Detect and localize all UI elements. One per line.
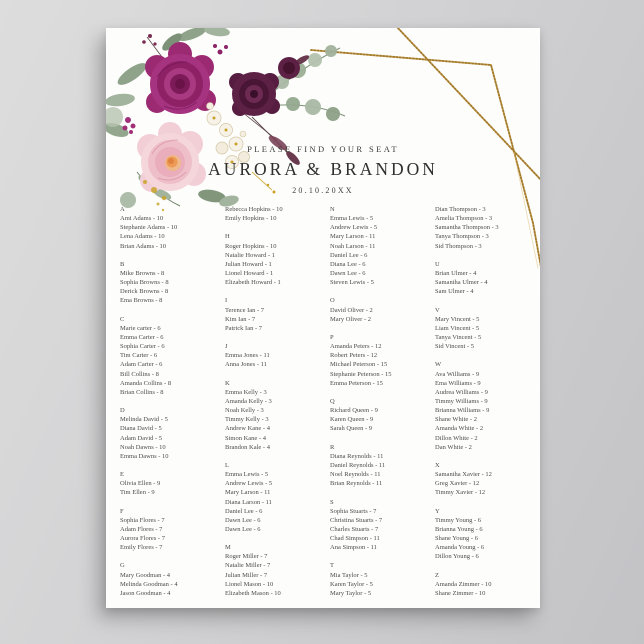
guest-entry: Emma Kelly - 3 xyxy=(225,388,267,396)
guest-entry: Tim Ellen - 9 xyxy=(120,489,155,497)
section-gap xyxy=(330,388,435,397)
letter-header: Z xyxy=(435,571,439,579)
guest-entry: Ami Adams - 10 xyxy=(120,215,164,223)
guest-entry: Ema Williams - 9 xyxy=(435,379,481,387)
section-gap xyxy=(330,552,435,561)
guest-entry: Stephanie Peterson - 15 xyxy=(330,370,392,378)
guest-entry: Mary Larson - 11 xyxy=(330,233,376,241)
letter-header: E xyxy=(120,471,124,479)
guest-entry: David Oliver - 2 xyxy=(330,306,373,314)
guest-entry: Andrew Lewis - 5 xyxy=(225,480,273,488)
letter-header: R xyxy=(330,443,335,451)
guest-list-column-2 xyxy=(225,205,330,598)
guest-entry: Amanda Zimmer - 10 xyxy=(435,580,492,588)
section-gap xyxy=(225,452,330,461)
guest-list-column-4 xyxy=(435,205,535,598)
guest-entry: Rebecca Hopkins - 10 xyxy=(225,206,283,213)
guest-entry: Sid Vincent - 5 xyxy=(435,343,475,351)
guest-entry: Sophia Stuarts - 7 xyxy=(330,507,377,515)
guest-entry: Roger Miller - 7 xyxy=(225,553,268,561)
letter-header: I xyxy=(225,297,228,305)
guest-entry: Elizabeth Mason - 10 xyxy=(225,589,281,597)
guest-entry: Emily Hopkins - 10 xyxy=(225,215,277,223)
guest-entry: Audrea Williams - 9 xyxy=(435,388,488,396)
guest-entry: Amanda White - 2 xyxy=(435,425,484,433)
letter-header: B xyxy=(120,260,125,268)
guest-entry: Tanya Thompson - 3 xyxy=(435,233,489,241)
guest-entry: Ava Williams - 9 xyxy=(435,370,480,378)
section-gap xyxy=(120,498,225,507)
guest-entry: Diana Reynolds - 11 xyxy=(330,452,384,460)
section-gap xyxy=(435,561,535,570)
guest-entry: Sam Ulmer - 4 xyxy=(435,288,474,296)
guest-entry: Sophia Browns - 8 xyxy=(120,279,169,287)
guest-entry: Diana Lee - 6 xyxy=(330,260,366,268)
guest-entry: Dan White - 2 xyxy=(435,443,472,451)
letter-header: S xyxy=(330,498,334,506)
guest-entry: Patrick Ian - 7 xyxy=(225,324,263,332)
guest-entry: Timmy Young - 6 xyxy=(435,516,482,524)
guest-entry: Emma Jones - 11 xyxy=(225,352,270,360)
section-gap xyxy=(225,370,330,379)
section-gap xyxy=(435,296,535,305)
section-gap xyxy=(330,324,435,333)
guest-entry: Diana Larson - 11 xyxy=(225,498,272,506)
guest-entry: Lionel Howard - 1 xyxy=(225,269,274,277)
guest-entry: Lionel Mason - 10 xyxy=(225,580,274,588)
guest-entry: Amelia Thompson - 3 xyxy=(435,215,493,223)
guest-entry: Samantha Xavier - 12 xyxy=(435,471,492,479)
guest-entry: Brianna Young - 6 xyxy=(435,525,483,533)
poster-header xyxy=(106,144,540,195)
guest-entry: Tanya Vincent - 5 xyxy=(435,333,482,341)
guest-entry: Steven Lewis - 5 xyxy=(330,279,374,287)
letter-header: V xyxy=(435,306,440,314)
guest-entry: Sophia Flores - 7 xyxy=(120,516,165,524)
guest-entry: Andrew Kane - 4 xyxy=(225,425,270,433)
guest-entry: Noah Larson - 11 xyxy=(330,242,376,250)
section-gap xyxy=(225,287,330,296)
guest-entry: Aurora Flores - 7 xyxy=(120,535,165,543)
section-gap xyxy=(435,351,535,360)
guest-entry: Sarah Queen - 9 xyxy=(330,425,373,433)
guest-entry: Roger Hopkins - 10 xyxy=(225,242,277,250)
guest-entry: Natalie Howard - 1 xyxy=(225,251,275,259)
letter-header: X xyxy=(435,461,440,469)
guest-entry: Emily Flores - 7 xyxy=(120,544,163,552)
guest-entry: Richard Queen - 9 xyxy=(330,407,378,415)
section-gap xyxy=(330,287,435,296)
section-gap xyxy=(120,552,225,561)
section-gap xyxy=(435,498,535,507)
guest-entry: Julian Miller - 7 xyxy=(225,571,268,579)
guest-entry: Adam David - 5 xyxy=(120,434,163,442)
guest-entry: Shane Young - 6 xyxy=(435,535,478,543)
guest-entry: Emma Dawns - 10 xyxy=(120,452,169,460)
guest-entry: Julian Howard - 1 xyxy=(225,260,272,268)
guest-entry: Amanda Young - 6 xyxy=(435,544,485,552)
section-gap xyxy=(330,434,435,443)
letter-header: C xyxy=(120,315,125,323)
guest-entry: Christina Stuarts - 7 xyxy=(330,516,383,524)
letter-header: M xyxy=(225,544,231,552)
guest-entry: Charles Stuarts - 7 xyxy=(330,525,379,533)
guest-entry: Mary Taylor - 5 xyxy=(330,589,372,597)
guest-entry: Timmy Xavier - 12 xyxy=(435,489,486,497)
guest-entry: Adam Flores - 7 xyxy=(120,525,163,533)
guest-entry: Emma Carter - 6 xyxy=(120,333,164,341)
letter-header: Q xyxy=(330,397,335,405)
guest-entry: Brian Collins - 8 xyxy=(120,388,164,396)
guest-entry: Brian Adams - 10 xyxy=(120,242,167,250)
letter-header: Y xyxy=(435,507,440,515)
section-gap xyxy=(120,306,225,315)
guest-entry: Timmy Williams - 9 xyxy=(435,397,488,405)
guest-entry: Ana Simpson - 11 xyxy=(330,544,377,552)
guest-entry: Shane White - 2 xyxy=(435,416,477,424)
guest-entry: Kim Ian - 7 xyxy=(225,315,256,323)
guest-entry: Noel Reynolds - 11 xyxy=(330,471,381,479)
letter-header: P xyxy=(330,333,334,341)
letter-header: D xyxy=(120,407,125,415)
guest-entry: Sid Thompson - 3 xyxy=(435,242,482,250)
guest-entry: Lena Adams - 10 xyxy=(120,233,165,241)
guest-entry: Mary Oliver - 2 xyxy=(330,315,371,323)
guest-entry: Melinda Goodman - 4 xyxy=(120,580,178,588)
guest-entry: Emma Lewis - 5 xyxy=(330,215,374,223)
guest-entry: Timmy Kelly - 3 xyxy=(225,416,269,424)
guest-entry: Dawn Lee - 6 xyxy=(330,269,366,277)
guest-entry: Mary Goodman - 4 xyxy=(120,571,171,579)
letter-header: O xyxy=(330,297,335,305)
section-gap xyxy=(225,534,330,543)
guest-entry: Daniel Lee - 6 xyxy=(330,251,368,259)
section-gap xyxy=(435,251,535,260)
guest-entry: Diana David - 5 xyxy=(120,425,162,433)
guest-entry: Jason Goodman - 4 xyxy=(120,589,171,597)
guest-entry: Marie carter - 6 xyxy=(120,324,161,332)
guest-entry: Dian Thompson - 3 xyxy=(435,206,486,213)
guest-entry: Amanda Kelly - 3 xyxy=(225,397,272,405)
guest-entry: Samantha Ulmer - 4 xyxy=(435,279,488,287)
guest-entry: Brian Ulmer - 4 xyxy=(435,269,477,277)
guest-entry: Natalie Miller - 7 xyxy=(225,562,271,570)
letter-header: K xyxy=(225,379,230,387)
guest-entry: Chad Simpson - 11 xyxy=(330,535,380,543)
guest-entry: Brianna Williams - 9 xyxy=(435,407,490,415)
section-gap xyxy=(330,488,435,497)
guest-list-column-3 xyxy=(330,205,435,598)
letter-header: J xyxy=(225,343,228,351)
letter-header: T xyxy=(330,562,334,570)
letter-header: W xyxy=(435,361,442,369)
guest-entry: Melinda David - 5 xyxy=(120,416,168,424)
guest-entry: Daniel Lee - 6 xyxy=(225,507,263,515)
guest-entry: Emma Peterson - 15 xyxy=(330,379,383,387)
guest-entry: Shane Zimmer - 10 xyxy=(435,589,486,597)
guest-entry: Mary Vincent - 5 xyxy=(435,315,480,323)
guest-entry: Anna Jones - 11 xyxy=(225,361,267,369)
guest-entry: Amanda Peters - 12 xyxy=(330,343,382,351)
guest-entry: Mia Taylor - 5 xyxy=(330,571,368,579)
seating-chart-poster xyxy=(106,28,540,608)
letter-header: A xyxy=(120,206,125,213)
letter-header: G xyxy=(120,562,125,570)
guest-entry: Noah Kelly - 3 xyxy=(225,407,264,415)
guest-entry: Brandon Kale - 4 xyxy=(225,443,270,451)
section-gap xyxy=(225,333,330,342)
guest-entry: Karen Taylor - 5 xyxy=(330,580,373,588)
guest-entry: Noah Dawns - 10 xyxy=(120,443,166,451)
guest-entry: Ema Browns - 8 xyxy=(120,297,163,305)
guest-entry: Daniel Reynolds - 11 xyxy=(330,461,386,469)
guest-entry: Derick Browns - 8 xyxy=(120,288,169,296)
section-gap xyxy=(120,461,225,470)
guest-entry: Tim Carter - 6 xyxy=(120,352,158,360)
wedding-date: 20.10.20XX xyxy=(292,186,354,195)
guest-entry: Dillon Young - 6 xyxy=(435,553,479,561)
letter-header: H xyxy=(225,233,230,241)
guest-entry: Dillon White - 2 xyxy=(435,434,478,442)
find-your-seat-subtitle: PLEASE FIND YOUR SEAT xyxy=(247,144,399,154)
guest-entry: Terence Ian - 7 xyxy=(225,306,265,314)
guest-entry: Olivia Ellen - 9 xyxy=(120,480,161,488)
guest-list-column-1 xyxy=(120,205,225,598)
letter-header: F xyxy=(120,507,124,515)
guest-entry: Karen Queen - 9 xyxy=(330,416,374,424)
guest-entry: Mary Larson - 11 xyxy=(225,489,271,497)
letter-header: N xyxy=(330,206,335,213)
guest-list-columns xyxy=(120,205,536,598)
section-gap xyxy=(435,452,535,461)
guest-entry: Dawn Lee - 6 xyxy=(225,525,261,533)
guest-entry: Adam Carter - 6 xyxy=(120,361,163,369)
guest-entry: Sophia Carter - 6 xyxy=(120,343,165,351)
guest-entry: Brian Reynolds - 11 xyxy=(330,480,383,488)
guest-entry: Stephanie Adams - 10 xyxy=(120,224,178,232)
guest-entry: Mike Browns - 8 xyxy=(120,269,165,277)
guest-entry: Liam Vincent - 5 xyxy=(435,324,480,332)
guest-entry: Dawn Lee - 6 xyxy=(225,516,261,524)
guest-entry: Michael Peterson - 15 xyxy=(330,361,388,369)
section-gap xyxy=(225,223,330,232)
guest-entry: Emma Lewis - 5 xyxy=(225,471,269,479)
guest-entry: Robert Peters - 12 xyxy=(330,352,378,360)
guest-entry: Simon Kane - 4 xyxy=(225,434,266,442)
letter-header: U xyxy=(435,260,440,268)
letter-header: L xyxy=(225,461,229,469)
guest-entry: Andrew Lewis - 5 xyxy=(330,224,378,232)
guest-entry: Bill Collins - 8 xyxy=(120,370,159,378)
guest-entry: Greg Xavier - 12 xyxy=(435,480,480,488)
couple-names-title: AURORA & BRANDON xyxy=(208,159,438,179)
guest-entry: Amanda Collins - 8 xyxy=(120,379,172,387)
guest-entry: Elizabeth Howard - 1 xyxy=(225,279,281,287)
section-gap xyxy=(120,251,225,260)
guest-entry: Samantha Thompson - 3 xyxy=(435,224,499,232)
section-gap xyxy=(120,397,225,406)
